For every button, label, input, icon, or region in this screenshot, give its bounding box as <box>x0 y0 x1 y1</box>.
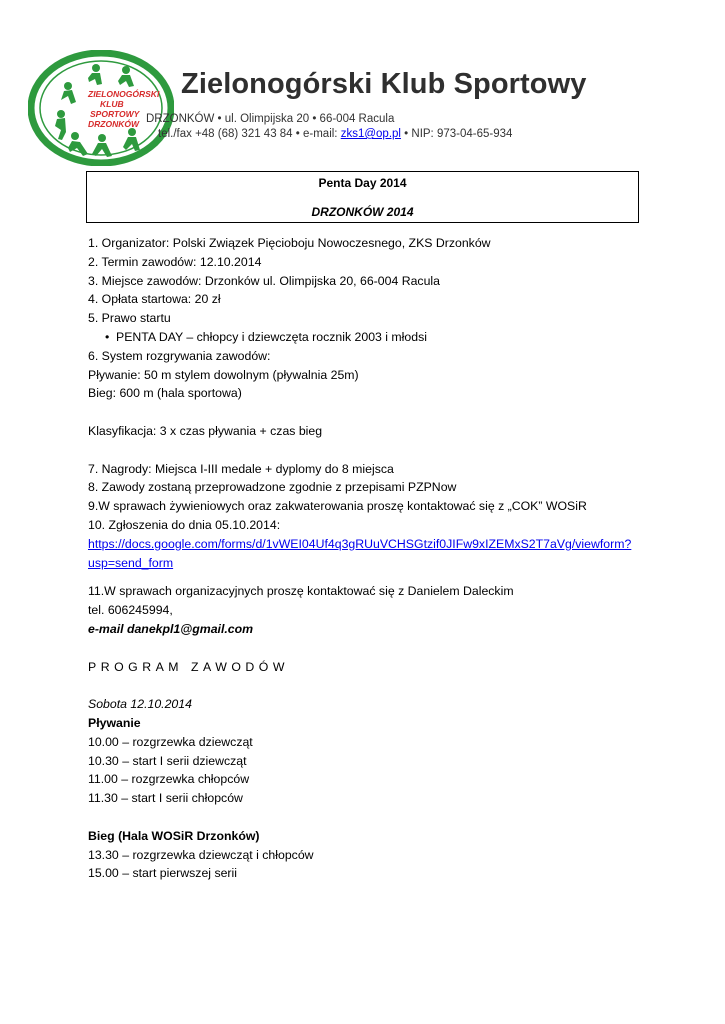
item-place: 3. Miejsce zawodów: Drzonków ul. Olimpijska 20, 66-004 Racula <box>88 273 440 288</box>
program-heading: PROGRAM ZAWODÓW <box>88 659 289 674</box>
item-phone: tel. 606245994, <box>88 603 173 618</box>
logo-text-2: KLUB <box>100 99 124 109</box>
item-rules: 8. Zawody zostaną przeprowadzone zgodnie z przepisami PZPNow <box>88 480 457 495</box>
registration-link[interactable]: https://docs.google.com/forms/d/1vWEI04Uf4q3gRUuVCHSGtzif0JIFw9xIZEMxS2T7aVg/viewform? <box>88 536 632 551</box>
run-schedule-item: 13.30 – rozgrzewka dziewcząt i chłopców <box>88 847 314 862</box>
contact-nip: • NIP: 973-04-65-934 <box>400 128 513 140</box>
document-body <box>88 234 648 883</box>
event-title-box <box>86 171 639 223</box>
swim-schedule-item: 10.00 – rozgrzewka dziewcząt <box>88 734 253 749</box>
program-day: Sobota 12.10.2014 <box>88 697 192 712</box>
logo-text-1: ZIELONOGÓRSKI <box>88 89 160 99</box>
item-fee: 4. Opłata startowa: 20 zł <box>88 292 221 307</box>
bullet-icon: • <box>105 329 110 344</box>
item-run: Bieg: 600 m (hala sportowa) <box>88 386 242 401</box>
item-rights: 5. Prawo startu <box>88 311 171 326</box>
item-email[interactable]: e-mail danekpl1@gmail.com <box>88 621 254 636</box>
swim-schedule-item: 11.30 – start I serii chłopców <box>88 791 243 806</box>
event-title: Penta Day 2014 <box>318 176 407 190</box>
rights-bullet-text: PENTA DAY – chłopcy i dziewczęta rocznik 2003 i młodsi <box>116 329 427 344</box>
item-swimming: Pływanie: 50 m stylem dowolnym (pływalnia 25m) <box>88 367 359 382</box>
item-org-contact: 11.W sprawach organizacyjnych proszę kontaktować się z Danielem Daleckim <box>88 584 514 599</box>
contact-email-link[interactable]: zks1@op.pl <box>340 128 401 140</box>
item-catering: 9.W sprawach żywieniowych oraz zakwaterowania proszę kontaktować się z „COK” WOSiR <box>88 499 587 514</box>
run-heading: Bieg (Hala WOSiR Drzonków) <box>88 828 260 843</box>
registration-link-continued[interactable]: usp=send_form <box>88 555 174 570</box>
logo-text-3: SPORTOWY <box>90 109 140 119</box>
item-organizer: 1. Organizator: Polski Związek Pięcioboju Nowoczesnego, ZKS Drzonków <box>88 236 491 250</box>
club-logo <box>28 50 174 166</box>
event-subtitle: DRZONKÓW 2014 <box>311 205 414 219</box>
item-rights-bullet <box>88 328 648 347</box>
item-registration: 10. Zgłoszenia do dnia 05.10.2014: <box>88 517 281 532</box>
contact-phone: tel./fax +48 (68) 321 43 84 • e-mail: <box>158 128 341 140</box>
item-prizes: 7. Nagrody: Miejsca I-III medale + dyplomy do 8 miejsca <box>88 461 394 476</box>
organization-name: Zielonogórski Klub Sportowy <box>181 68 587 100</box>
swim-heading: Pływanie <box>88 715 141 730</box>
swim-schedule-item: 11.00 – rozgrzewka chłopców <box>88 772 250 787</box>
item-system: 6. System rozgrywania zawodów: <box>88 348 271 363</box>
organization-contact <box>158 128 512 140</box>
logo-text-4: DRZONKÓW <box>88 119 139 129</box>
organization-address: DRZONKÓW • ul. Olimpijska 20 • 66-004 Racula <box>146 113 395 125</box>
swim-schedule-item: 10.30 – start I serii dziewcząt <box>88 753 247 768</box>
item-classification: Klasyfikacja: 3 x czas pływania + czas bieg <box>88 423 323 438</box>
run-schedule-item: 15.00 – start pierwszej serii <box>88 866 237 881</box>
item-date: 2. Termin zawodów: 12.10.2014 <box>88 254 262 269</box>
